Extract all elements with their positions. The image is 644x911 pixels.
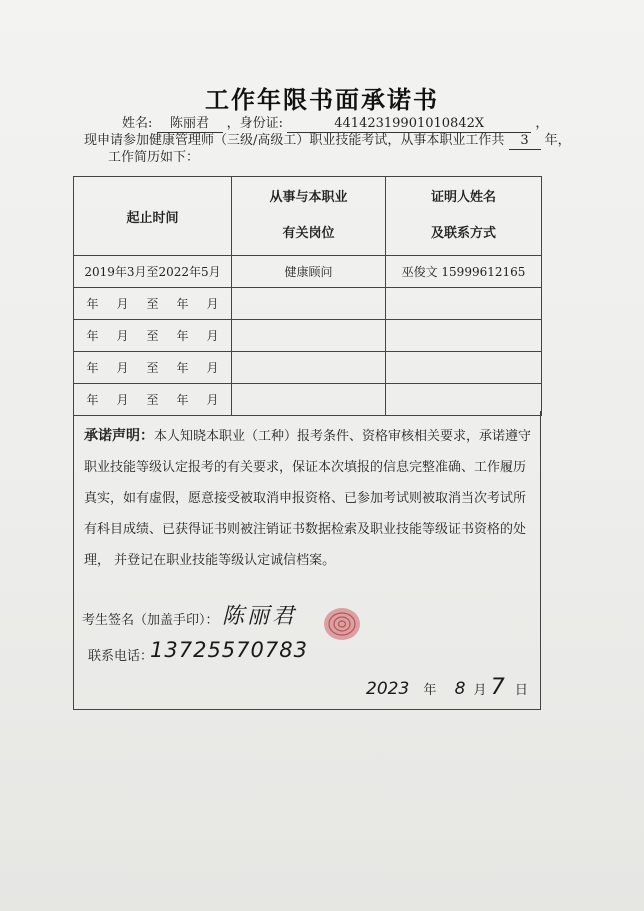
header-witness-line2: 及联系方式 xyxy=(430,226,496,241)
fingerprint-seal-icon xyxy=(322,606,362,642)
month-char: 月 xyxy=(116,393,129,407)
empty-cell xyxy=(386,288,542,320)
header-period: 起止时间 xyxy=(74,177,232,256)
date-day: 7 xyxy=(490,675,505,700)
name-field: 陈丽君 xyxy=(157,116,223,133)
empty-period xyxy=(74,352,232,384)
to-char: 至 xyxy=(146,361,159,375)
signing-date xyxy=(366,675,528,700)
declaration-colon: ： xyxy=(140,428,154,444)
header-position xyxy=(232,177,386,256)
table-header-row xyxy=(74,177,542,256)
row-position: 健康顾问 xyxy=(232,256,386,288)
declaration-label: 承诺声明 xyxy=(84,428,140,444)
empty-cell xyxy=(232,288,386,320)
header-witness xyxy=(386,177,542,256)
empty-cell xyxy=(232,352,386,384)
header-witness-line1: 证明人姓名 xyxy=(430,190,496,205)
work-history-table xyxy=(73,176,542,416)
handwritten-phone: 13725570783 xyxy=(150,638,308,662)
to-char: 至 xyxy=(146,297,159,311)
row-period: 2019年3月至2022年5月 xyxy=(74,256,232,288)
table-row xyxy=(74,288,542,320)
year-char: 年 xyxy=(86,329,99,343)
empty-cell xyxy=(386,352,542,384)
year-char: 年 xyxy=(86,297,99,311)
exam-statement: 现申请参加健康管理师（三级/高级工）职业技能考试，从事本职业工作共 xyxy=(84,133,505,148)
date-year-unit: 年 xyxy=(423,683,437,698)
to-char: 至 xyxy=(146,329,159,343)
handwritten-signature: 陈丽君 xyxy=(222,604,298,629)
month-char: 月 xyxy=(116,329,129,343)
to-char: 至 xyxy=(146,393,159,407)
table-row xyxy=(74,320,542,352)
header-position-line1: 从事与本职业 xyxy=(269,190,348,205)
row-witness: 巫俊文 15999612165 xyxy=(386,256,542,288)
name-label: 姓名: xyxy=(122,116,153,131)
year-char: 年 xyxy=(176,393,189,407)
empty-cell xyxy=(232,320,386,352)
phone-label: 联系电话： xyxy=(88,649,154,664)
date-day-unit: 日 xyxy=(514,683,528,698)
date-month-unit: 月 xyxy=(473,683,487,698)
declaration-text-block xyxy=(84,421,534,576)
date-month: 8 xyxy=(454,679,466,699)
month-char: 月 xyxy=(206,297,219,311)
empty-cell xyxy=(386,320,542,352)
year-char: 年 xyxy=(176,329,189,343)
empty-period xyxy=(74,288,232,320)
year-char: 年 xyxy=(86,361,99,375)
header-position-line2: 有关岗位 xyxy=(282,226,335,241)
month-char: 月 xyxy=(206,393,219,407)
table-row xyxy=(74,352,542,384)
declaration-box xyxy=(73,411,541,710)
table-row xyxy=(74,256,542,288)
month-char: 月 xyxy=(116,361,129,375)
empty-period xyxy=(74,320,232,352)
signature-label: 考生签名（加盖手印）： xyxy=(82,613,219,628)
line1-comma: ， xyxy=(535,116,549,131)
id-field: 44142319901010842X xyxy=(287,116,531,133)
years-field: 3 xyxy=(509,133,541,150)
year-char: 年 xyxy=(86,393,99,407)
year-char: 年 xyxy=(176,361,189,375)
month-char: 月 xyxy=(116,297,129,311)
resume-intro: 工作简历如下： xyxy=(108,150,200,165)
date-year: 2023 xyxy=(366,679,410,699)
year-char: 年 xyxy=(176,297,189,311)
month-char: 月 xyxy=(206,361,219,375)
years-unit: 年， xyxy=(544,133,571,148)
page-title: 工作年限书面承诺书 xyxy=(205,85,439,114)
id-label: ，身份证: xyxy=(226,116,284,131)
month-char: 月 xyxy=(206,329,219,343)
declaration-body: 本人知晓本职业（工种）报考条件、资格审核相关要求，承诺遵守职业技能等级认定报考的有关要求，保证本次填报的信息完整准确、工作履历真实，如有虚假，愿意接受被取消申报资格、已参加考试则被取消当次考试所有科目成绩、已获得证书则被注销证书数据检索及职业技能等级证书资格的处理， 并登记在职业技能等级认定诚信档案。 xyxy=(84,429,532,568)
